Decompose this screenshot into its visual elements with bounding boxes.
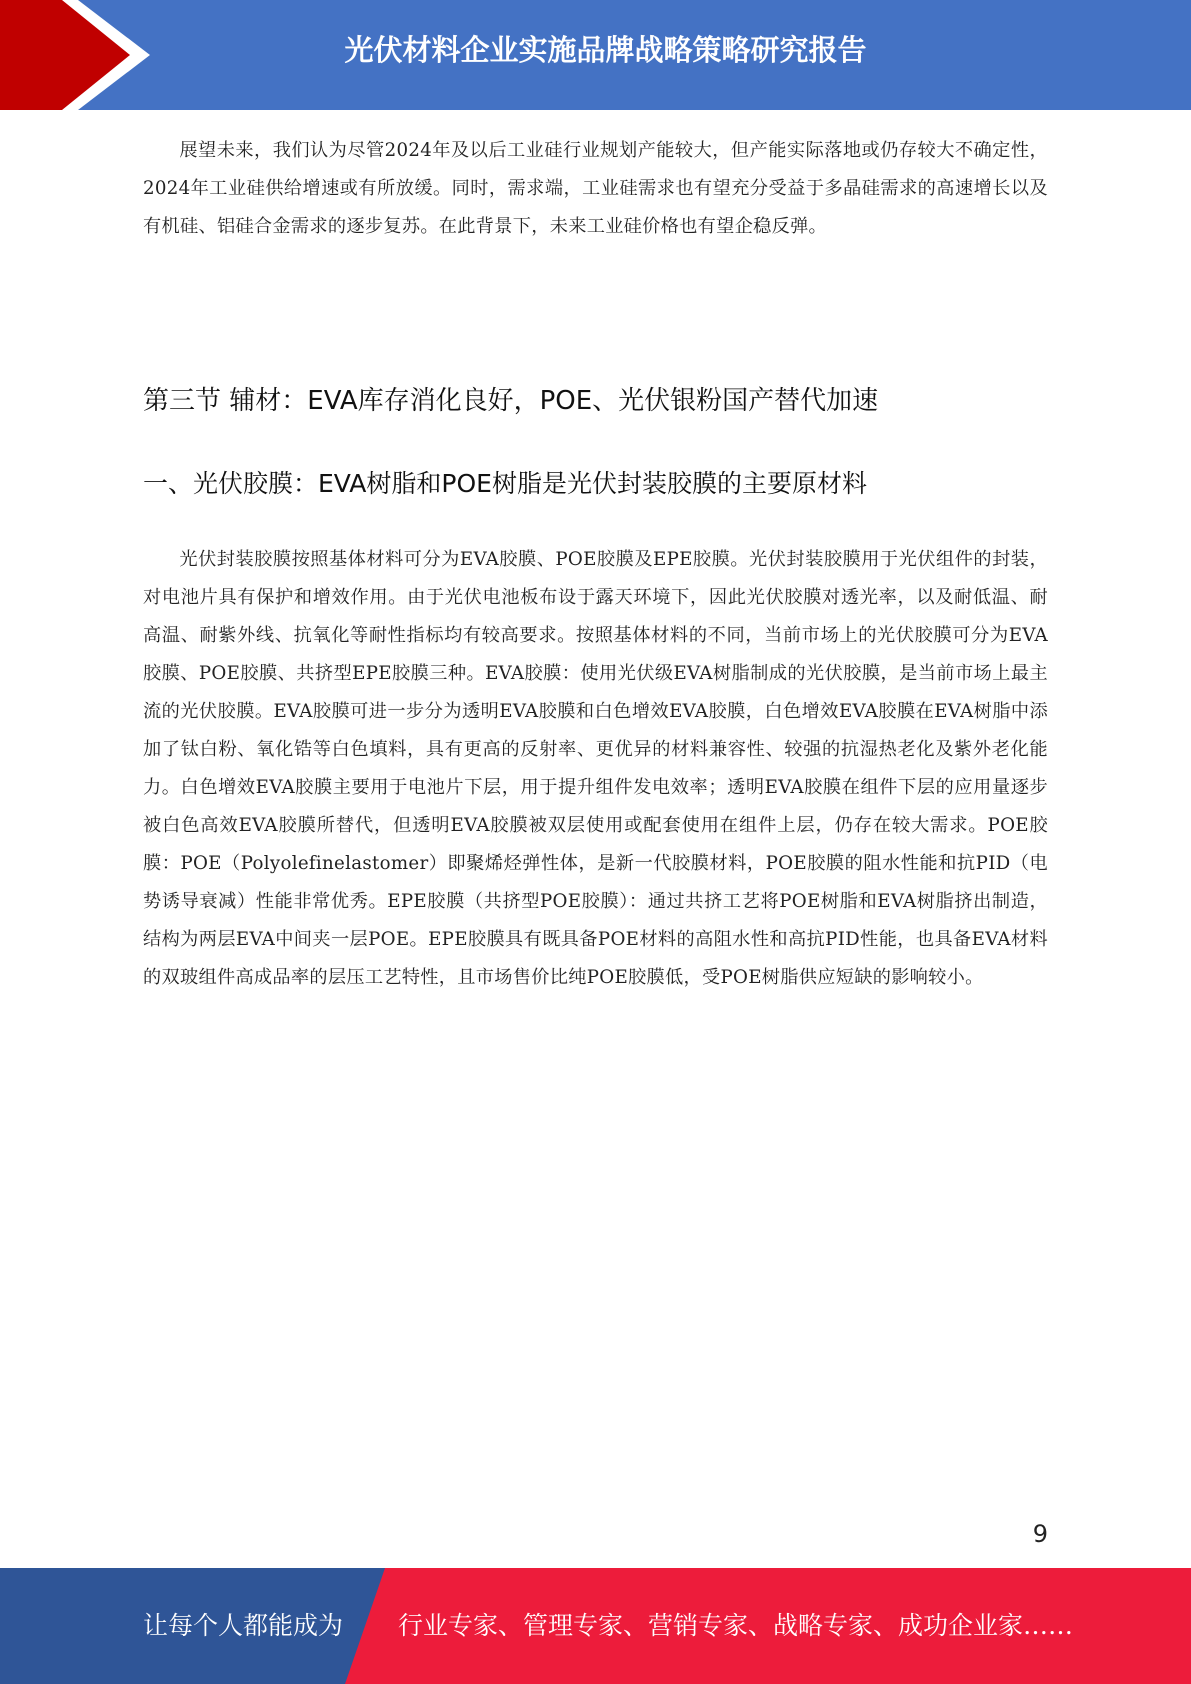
outlook-paragraph: 展望未来，我们认为尽管2024年及以后工业硅行业规划产能较大，但产能实际落地或仍存较大不确定性，2024年工业硅供给增速或有所放缓。同时，需求端，工业硅需求也有望充分受益于多晶硅需求的高速增长以及有机硅、铝硅合金需求的逐步复苏。在此背景下，未来工业硅价格也有望企稳反弹。	[143, 140, 1048, 237]
page-number: 9	[1032, 1520, 1048, 1548]
footer-bar	[0, 1568, 1191, 1684]
report-title: 光伏材料企业实施品牌战略策略研究报告	[344, 33, 867, 67]
section-heading: 第三节 辅材：EVA库存消化良好，POE、光伏银粉国产替代加速	[143, 386, 879, 416]
film-section	[143, 541, 1048, 997]
subsection-heading: 一、光伏胶膜：EVA树脂和POE树脂是光伏封装胶膜的主要原材料	[143, 469, 867, 498]
outlook-section	[143, 132, 1048, 246]
film-paragraph: 光伏封装胶膜按照基体材料可分为EVA胶膜、POE胶膜及EPE胶膜。光伏封装胶膜用于光伏组件的封装，对电池片具有保护和增效作用。由于光伏电池板布设于露天环境下，因此光伏胶膜对透光率，以及耐低温、耐高温、耐紫外线、抗氧化等耐性指标均有较高要求。按照基体材料的不同，当前市场上的光伏胶膜可分为EVA胶膜、POE胶膜、共挤型EPE胶膜三种。EVA胶膜：使用光伏级EVA树脂制成的光伏胶膜，是当前市场上最主流的光伏胶膜。EVA胶膜可进一步分为透明EVA胶膜和白色增效EVA胶膜，白色增效EVA胶膜在EVA树脂中添加了钛白粉、氧化锆等白色填料，具有更高的反射率、更优异的材料兼容性、较强的抗湿热老化及紫外老化能力。白色增效EVA胶膜主要用于电池片下层，用于提升组件发电效率；透明EVA胶膜在组件下层的应用量逐步被白色高效EVA胶膜所替代，但透明EVA胶膜被双层使用或配套使用在组件上层，仍存在较大需求。POE胶膜：POE（Polyolefinelastomer）即聚烯烃弹性体，是新一代胶膜材料，POE胶膜的阻水性能和抗PID（电势诱导衰减）性能非常优秀。EPE胶膜（共挤型POE胶膜）：通过共挤工艺将POE树脂和EVA树脂挤出制造，结构为两层EVA中间夹一层POE。EPE胶膜具有既具备POE材料的高阻水性和高抗PID性能，也具备EVA材料的双玻组件高成品率的层压工艺特性，且市场售价比纯POE胶膜低，受POE树脂供应短缺的影响较小。	[143, 549, 1048, 988]
footer-slogan-right: 行业专家、管理专家、营销专家、战略专家、成功企业家……	[398, 1611, 1074, 1640]
header-bar	[0, 0, 1191, 110]
footer-slogan-left: 让每个人都能成为	[143, 1611, 344, 1640]
